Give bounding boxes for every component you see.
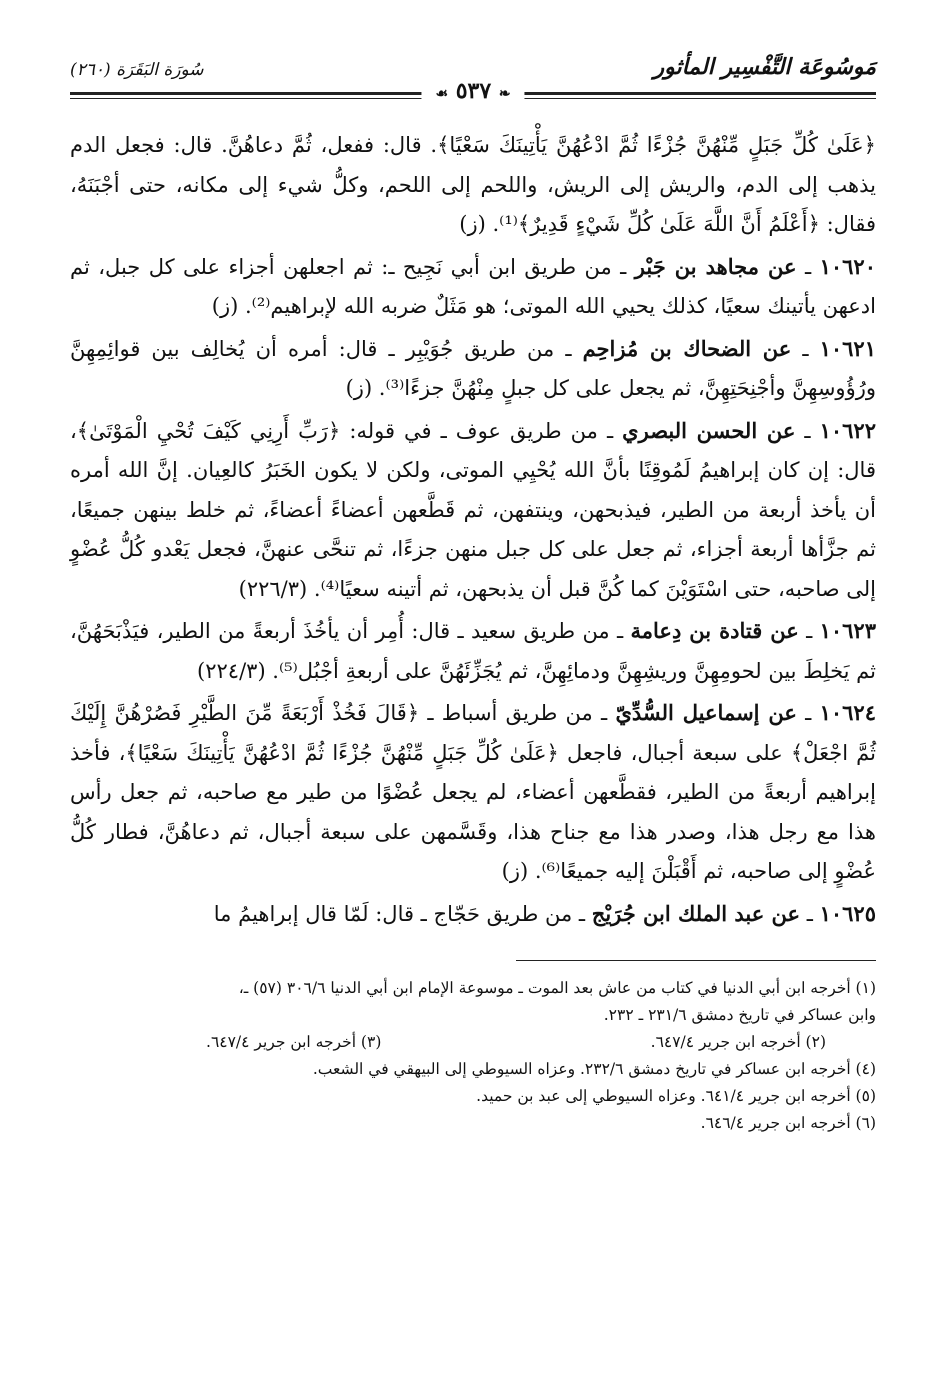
paragraph-text: ـ من طريق عوف ـ في قوله: ﴿رَبِّ أَرِنِي كَيْفَ تُحْيِ الْمَوْتَىٰ﴾، قال: إن كان إبراهيمُ لَمُوقِنًا بأنَّ الله يُحْيِي الموتى، ولكن لا يكون الخَبَرُ كالعِيان. إنَّ الله أمره أن يأخذ أربعة من الطير، فيذبحهن، وينتفهن، ثم قَطَّعهن أعضاءً أعضاءً، ثم خلط بينهن جميعًا، ثم جزَّأها أربعة أجزاء، ثم جعل على كل جبل منهن جزءًا، ثم تنحَّى عنهنَّ، فجعل يَعْدو كُلُّ عُضْوٍ إلى صاحبه، حتى اسْتَوَيْنَ كما كُنَّ قبل أن يذبحهن، ثم أتينه سعيًا⁽⁴⁾. (٢٢٦/٣) <box>70 418 876 601</box>
book-title: مَوسُوعَة التَّفْسِير المأثور <box>653 54 876 80</box>
narrator-name: عن قتادة بن دِعامة <box>630 618 799 643</box>
entry-number: ١٠٦٢١ <box>819 335 876 361</box>
page-header <box>70 48 876 104</box>
paragraph: ١٠٦٢٢ ـ عن الحسن البصري ـ من طريق عوف ـ في قوله: ﴿رَبِّ أَرِنِي كَيْفَ تُحْيِ الْمَوْتَىٰ﴾، قال: إن كان إبراهيمُ لَمُوقِنًا بأنَّ الله يُحْيِي الموتى، ولكن لا يكون الخَبَرُ كالعِيان. إنَّ الله أمره أن يأخذ أربعة من الطير، فيذبحهن، وينتفهن، ثم قَطَّعهن أعضاءً أعضاءً، ثم خلط بينهن جميعًا، ثم جزَّأها أربعة أجزاء، ثم جعل على كل جبل منهن جزءًا، ثم تنحَّى عنهنَّ، فجعل يَعْدو كُلُّ عُضْوٍ إلى صاحبه، حتى اسْتَوَيْنَ كما كُنَّ قبل أن يذبحهن، ثم أتينه سعيًا⁽⁴⁾. (٢٢٦/٣) <box>70 417 876 601</box>
entry-number: ١٠٦٢٣ <box>819 618 876 643</box>
paragraph: ١٠٦٢٤ ـ عن إسماعيل السُّدِّيّ ـ من طريق أسباط ـ ﴿قَالَ فَخُذْ أَرْبَعَةً مِّنَ الطَّيْرِ فَصُرْهُنَّ إِلَيْكَ ثُمَّ اجْعَلْ﴾ على سبعة أجبال، فاجعل ﴿عَلَىٰ كُلِّ جَبَلٍ مِّنْهُنَّ جُزْءًا ثُمَّ ادْعُهُنَّ يَأْتِينَكَ سَعْيًا﴾، فأخذ إبراهيم أربعةً من الطير، فقطَّعهن أعضاء، لم يجعل عُضْوًا من طير مع صاحبه، ثم جعل رأس هذا مع رجل هذا، وصدر هذا مع جناح هذا، وقَسَّمهن على سبعة أجبال، ثم دعاهُنَّ، فطار كُلُّ عُضْوٍ إلى صاحبه، ثم أَقْبَلْنَ إليه جميعًا⁽⁶⁾. (ز) <box>70 700 876 883</box>
footnotes <box>70 975 876 1137</box>
footnote: (١) أخرجه ابن أبي الدنيا في كتاب من عاش بعد الموت ـ موسوعة الإمام ابن أبي الدنيا ٣٠٦/٦ (٥٧) ـ، <box>238 979 876 997</box>
paragraph-text: ـ من طريق سعيد ـ قال: أُمِر أن يأخُذَ أربعةً من الطير، فيَذْبَحَهُنَّ، ثم يَخلِطَ بين لحومِهِنَّ وريشِهِنَّ ودمائِهِنَّ، ثم يُجَزِّئَهُنَّ على أربعةِ أجْبُل⁽⁵⁾. (٢٢٤/٣) <box>70 619 876 683</box>
paragraph: ١٠٦٢٣ ـ عن قتادة بن دِعامة ـ من طريق سعيد ـ قال: أُمِر أن يأخُذَ أربعةً من الطير، فيَذْبَحَهُنَّ، ثم يَخلِطَ بين لحومِهِنَّ وريشِهِنَّ ودمائِهِنَّ، ثم يُجَزِّئَهُنَّ على أربعةِ أجْبُل⁽⁵⁾. (٢٢٤/٣) <box>70 618 876 683</box>
footnote-continuation: وابن عساكر في تاريخ دمشق ٢٣١/٦ ـ ٢٣٢. <box>603 1006 876 1024</box>
paragraph-text: ـ من طريق أسباط ـ ﴿قَالَ فَخُذْ أَرْبَعَةً مِّنَ الطَّيْرِ فَصُرْهُنَّ إِلَيْكَ ثُمَّ اجْعَلْ﴾ على سبعة أجبال، فاجعل ﴿عَلَىٰ كُلِّ جَبَلٍ مِّنْهُنَّ جُزْءًا ثُمَّ ادْعُهُنَّ يَأْتِينَكَ سَعْيًا﴾، فأخذ إبراهيم أربعةً من الطير، فقطَّعهن أعضاء، لم يجعل عُضْوًا من طير مع صاحبه، ثم جعل رأس هذا مع رجل هذا، وصدر هذا مع جناح هذا، وقَسَّمهن على سبعة أجبال، ثم دعاهُنَّ، فطار كُلُّ عُضْوٍ إلى صاحبه، ثم أَقْبَلْنَ إليه جميعًا⁽⁶⁾. (ز) <box>70 701 876 883</box>
paragraph <box>70 126 876 245</box>
page-number <box>421 78 524 104</box>
narrator-name: عن عبد الملك ابن جُرَيْج <box>591 900 801 926</box>
ornament-icon: ☙ <box>435 86 449 102</box>
narrator-name: عن الحسن البصري <box>622 417 796 443</box>
narrator-name: عن مجاهد بن جَبْر <box>634 253 797 279</box>
page <box>70 48 876 1137</box>
entry-number: ١٠٦٢٤ <box>819 700 876 725</box>
footnote: (٥) أخرجه ابن جرير ٦٤١/٤. وعزاه السيوطي إلى عبد بن حميد. <box>476 1087 876 1105</box>
footnote: (٦) أخرجه ابن جرير ٦٤٦/٤. <box>700 1114 876 1132</box>
narrator-name: عن الضحاك بن مُزاحِم <box>582 335 792 361</box>
footnote-divider <box>516 960 876 961</box>
ornament-icon: ❧ <box>498 86 511 102</box>
paragraph-text: ﴿عَلَىٰ كُلِّ جَبَلٍ مِّنْهُنَّ جُزْءًا ثُمَّ ادْعُهُنَّ يَأْتِينَكَ سَعْيًا﴾. قال: ففعل، ثُمَّ دعاهُنَّ. قال: فجعل الدم يذهب إلى الدم، والريش إلى الريش، واللحم إلى اللحم، وكلُّ شيء إلى مكانه، حتى أجْبَنَهُ، فقال: ﴿أَعْلَمُ أَنَّ اللَّهَ عَلَىٰ كُلِّ شَيْءٍ قَدِيرٌ﴾⁽¹⁾. (ز) <box>70 133 876 236</box>
narrator-name: عن إسماعيل السُّدِّيّ <box>615 700 797 725</box>
main-text <box>70 126 876 934</box>
footnote: (٤) أخرجه ابن عساكر في تاريخ دمشق ٢٣٢/٦. وعزاه السيوطي إلى البيهقي في الشعب. <box>312 1060 876 1078</box>
paragraph: ١٠٦٢٠ ـ عن مجاهد بن جَبْر ـ من طريق ابن أبي نَجِيح ـ: ثم اجعلهن أجزاء على كل جبل، ثم ادعهن يأتينك سعيًا، كذلك يحيي الله الموتى؛ هو مَثَلٌ ضربه الله لإبراهيم⁽²⁾. (ز) <box>70 253 876 318</box>
paragraph-text: ـ من طريق جُوَيْبِر ـ قال: أمره أن يُخالِف بين قوائِمِهِنَّ ورُؤُوسِهِنَّ وأجْنِحَتِهِنَّ، ثم يجعل على كل جبلٍ مِنْهُنَّ جزءًا⁽³⁾. (ز) <box>70 336 876 400</box>
footnote: (٢) أخرجه ابن جرير ٦٤٧/٤. <box>650 1033 826 1051</box>
entry-number: ١٠٦٢٢ <box>819 417 876 443</box>
paragraph-text: ـ من طريق ابن أبي نَجِيح ـ: ثم اجعلهن أجزاء على كل جبل، ثم ادعهن يأتينك سعيًا، كذلك يحيي الله الموتى؛ هو مَثَلٌ ضربه الله لإبراهيم⁽²⁾. (ز) <box>70 254 876 318</box>
paragraph: ١٠٦٢٥ ـ عن عبد الملك ابن جُرَيْج ـ من طريق حَجّاج ـ قال: لَمّا قال إبراهيمُ ما <box>213 900 876 926</box>
paragraph-text: ـ من طريق حَجّاج ـ قال: لَمّا قال إبراهيمُ ما <box>213 901 586 926</box>
page-number-text: ٥٣٧ <box>455 78 492 104</box>
footnote: (٣) أخرجه ابن جرير ٦٤٧/٤. <box>206 1033 382 1051</box>
entry-number: ١٠٦٢٠ <box>819 253 876 279</box>
paragraph: ١٠٦٢١ ـ عن الضحاك بن مُزاحِم ـ من طريق جُوَيْبِر ـ قال: أمره أن يُخالِف بين قوائِمِهِنَّ ورُؤُوسِهِنَّ وأجْنِحَتِهِنَّ، ثم يجعل على كل جبلٍ مِنْهُنَّ جزءًا⁽³⁾. (ز) <box>70 335 876 400</box>
footnote-row <box>206 1029 826 1056</box>
surah-title: سُورَة البَقَرَة (٢٦٠) <box>70 60 204 80</box>
entry-number: ١٠٦٢٥ <box>819 900 876 926</box>
